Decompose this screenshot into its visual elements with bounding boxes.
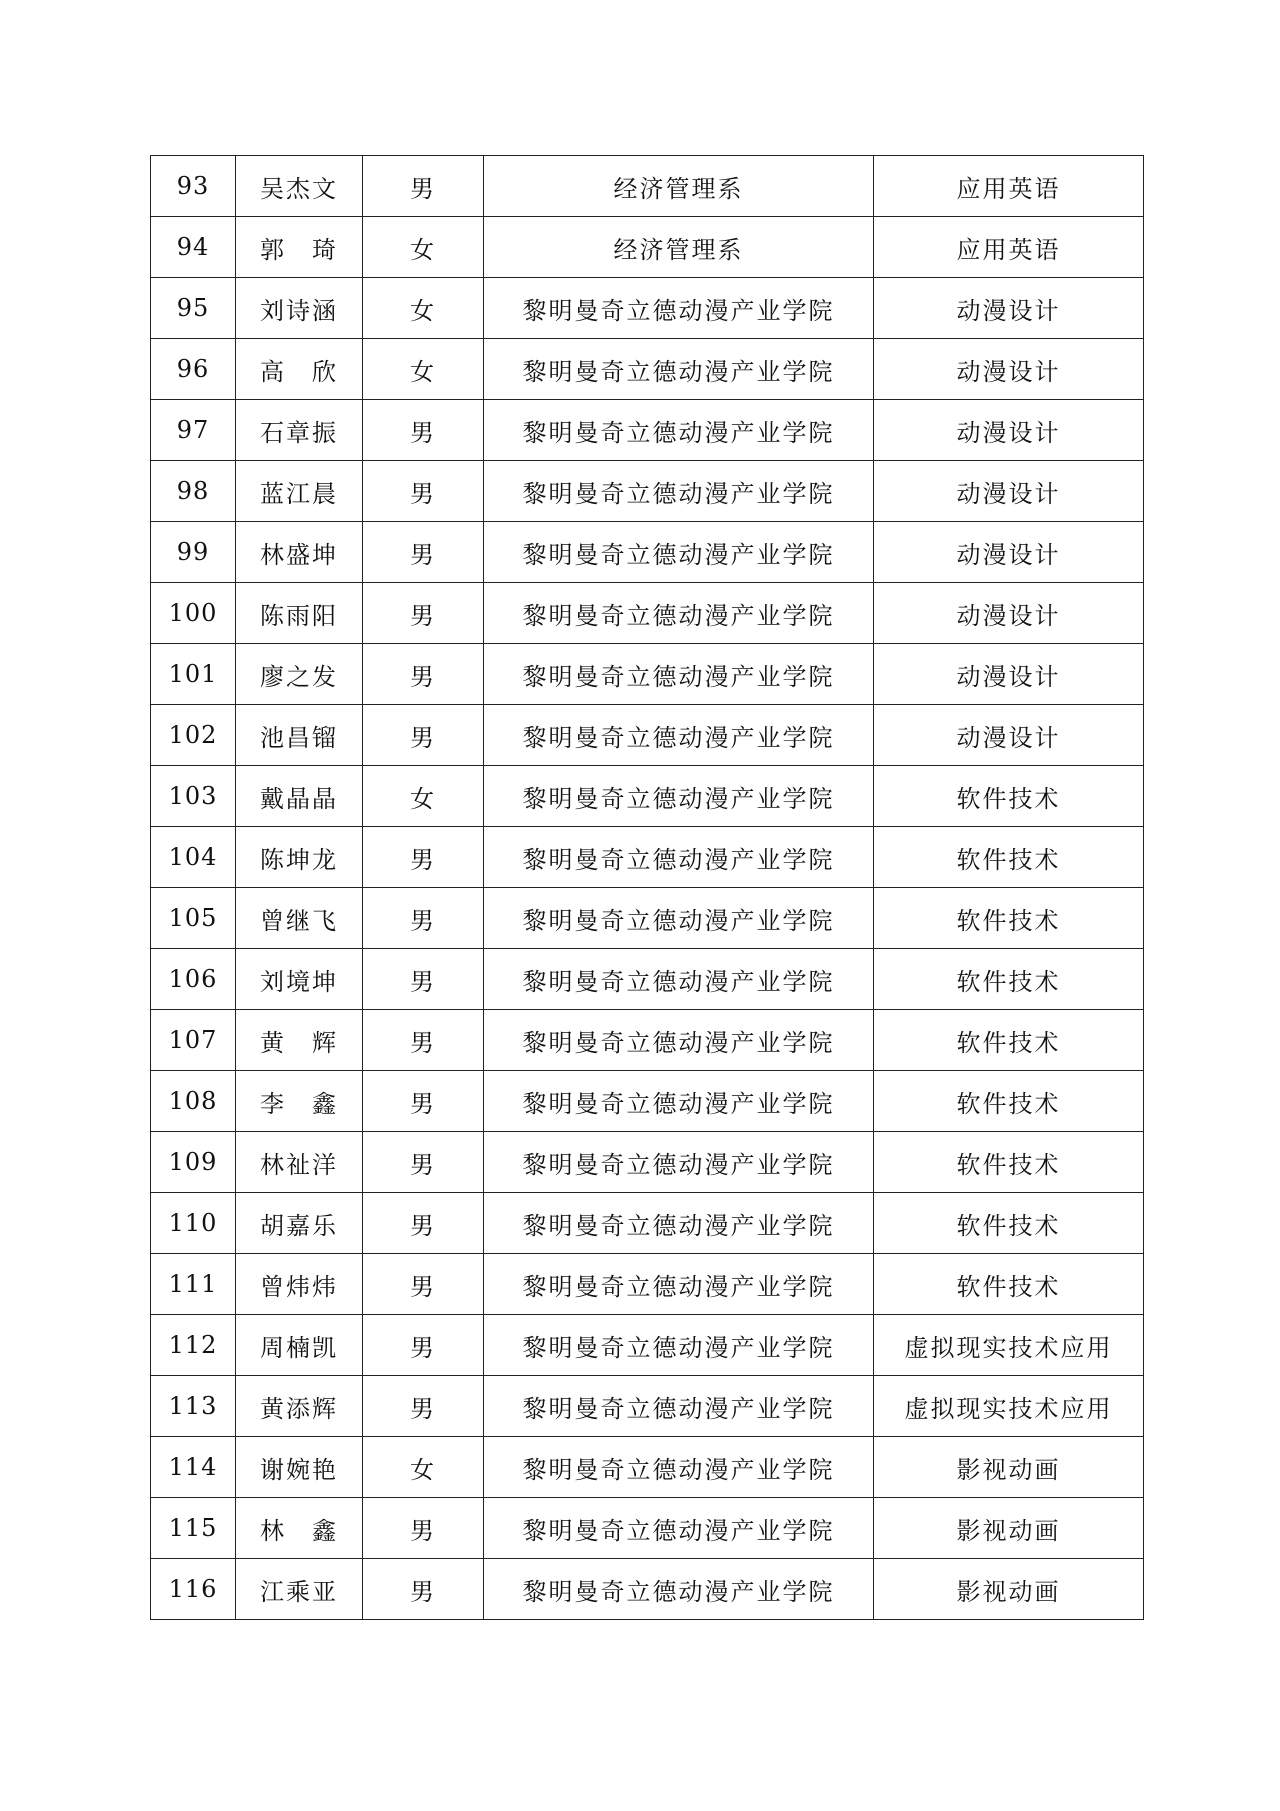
department-cell: 黎明曼奇立德动漫产业学院	[484, 1010, 874, 1071]
major-cell: 应用英语	[874, 156, 1144, 217]
gender-cell: 男	[363, 583, 484, 644]
department-cell: 黎明曼奇立德动漫产业学院	[484, 400, 874, 461]
row-number-cell: 110	[151, 1193, 236, 1254]
student-name-cell: 黄 辉	[236, 1010, 363, 1071]
row-number-cell: 111	[151, 1254, 236, 1315]
row-number-cell: 105	[151, 888, 236, 949]
table-row	[151, 156, 1144, 217]
table-row	[151, 400, 1144, 461]
student-name-cell: 胡嘉乐	[236, 1193, 363, 1254]
student-name-cell: 郭 琦	[236, 217, 363, 278]
table-row	[151, 949, 1144, 1010]
student-name-cell: 曾继飞	[236, 888, 363, 949]
row-number-cell: 107	[151, 1010, 236, 1071]
department-cell: 黎明曼奇立德动漫产业学院	[484, 1498, 874, 1559]
department-cell: 黎明曼奇立德动漫产业学院	[484, 1071, 874, 1132]
gender-cell: 男	[363, 1193, 484, 1254]
department-cell: 黎明曼奇立德动漫产业学院	[484, 644, 874, 705]
table-row	[151, 1315, 1144, 1376]
table-row	[151, 461, 1144, 522]
department-cell: 黎明曼奇立德动漫产业学院	[484, 1193, 874, 1254]
gender-cell: 男	[363, 827, 484, 888]
row-number-cell: 101	[151, 644, 236, 705]
student-name-cell: 戴晶晶	[236, 766, 363, 827]
major-cell: 动漫设计	[874, 644, 1144, 705]
department-cell: 黎明曼奇立德动漫产业学院	[484, 1315, 874, 1376]
table-row	[151, 1437, 1144, 1498]
gender-cell: 女	[363, 278, 484, 339]
major-cell: 软件技术	[874, 888, 1144, 949]
major-cell: 软件技术	[874, 949, 1144, 1010]
gender-cell: 男	[363, 1315, 484, 1376]
table-row	[151, 1498, 1144, 1559]
major-cell: 动漫设计	[874, 339, 1144, 400]
table-row	[151, 827, 1144, 888]
major-cell: 动漫设计	[874, 400, 1144, 461]
gender-cell: 男	[363, 949, 484, 1010]
gender-cell: 男	[363, 522, 484, 583]
department-cell: 黎明曼奇立德动漫产业学院	[484, 339, 874, 400]
table-row	[151, 1376, 1144, 1437]
student-name-cell: 林祉洋	[236, 1132, 363, 1193]
row-number-cell: 100	[151, 583, 236, 644]
major-cell: 虚拟现实技术应用	[874, 1315, 1144, 1376]
major-cell: 软件技术	[874, 1071, 1144, 1132]
gender-cell: 男	[363, 1132, 484, 1193]
student-name-cell: 蓝江晨	[236, 461, 363, 522]
department-cell: 黎明曼奇立德动漫产业学院	[484, 583, 874, 644]
gender-cell: 女	[363, 766, 484, 827]
gender-cell: 男	[363, 1498, 484, 1559]
student-name-cell: 池昌镏	[236, 705, 363, 766]
row-number-cell: 114	[151, 1437, 236, 1498]
department-cell: 经济管理系	[484, 217, 874, 278]
department-cell: 黎明曼奇立德动漫产业学院	[484, 705, 874, 766]
row-number-cell: 99	[151, 522, 236, 583]
table-row	[151, 278, 1144, 339]
department-cell: 黎明曼奇立德动漫产业学院	[484, 827, 874, 888]
row-number-cell: 97	[151, 400, 236, 461]
table-row	[151, 705, 1144, 766]
row-number-cell: 115	[151, 1498, 236, 1559]
major-cell: 软件技术	[874, 766, 1144, 827]
table-row	[151, 1254, 1144, 1315]
student-name-cell: 谢婉艳	[236, 1437, 363, 1498]
major-cell: 软件技术	[874, 827, 1144, 888]
major-cell: 动漫设计	[874, 583, 1144, 644]
row-number-cell: 104	[151, 827, 236, 888]
table-row	[151, 339, 1144, 400]
row-number-cell: 103	[151, 766, 236, 827]
table-row	[151, 583, 1144, 644]
table-row	[151, 1193, 1144, 1254]
department-cell: 黎明曼奇立德动漫产业学院	[484, 1254, 874, 1315]
major-cell: 软件技术	[874, 1132, 1144, 1193]
row-number-cell: 94	[151, 217, 236, 278]
gender-cell: 男	[363, 1010, 484, 1071]
table-row	[151, 522, 1144, 583]
table-row	[151, 1010, 1144, 1071]
department-cell: 经济管理系	[484, 156, 874, 217]
student-name-cell: 石章振	[236, 400, 363, 461]
row-number-cell: 102	[151, 705, 236, 766]
row-number-cell: 116	[151, 1559, 236, 1620]
gender-cell: 男	[363, 1376, 484, 1437]
table-row	[151, 1071, 1144, 1132]
gender-cell: 男	[363, 644, 484, 705]
row-number-cell: 106	[151, 949, 236, 1010]
gender-cell: 男	[363, 1254, 484, 1315]
gender-cell: 男	[363, 705, 484, 766]
gender-cell: 男	[363, 888, 484, 949]
table-row	[151, 644, 1144, 705]
department-cell: 黎明曼奇立德动漫产业学院	[484, 1559, 874, 1620]
student-name-cell: 李 鑫	[236, 1071, 363, 1132]
row-number-cell: 113	[151, 1376, 236, 1437]
major-cell: 动漫设计	[874, 522, 1144, 583]
student-name-cell: 林 鑫	[236, 1498, 363, 1559]
gender-cell: 男	[363, 1559, 484, 1620]
row-number-cell: 96	[151, 339, 236, 400]
row-number-cell: 109	[151, 1132, 236, 1193]
major-cell: 软件技术	[874, 1193, 1144, 1254]
major-cell: 动漫设计	[874, 278, 1144, 339]
gender-cell: 女	[363, 217, 484, 278]
row-number-cell: 98	[151, 461, 236, 522]
table-row	[151, 1132, 1144, 1193]
student-name-cell: 陈坤龙	[236, 827, 363, 888]
student-name-cell: 黄添辉	[236, 1376, 363, 1437]
department-cell: 黎明曼奇立德动漫产业学院	[484, 1437, 874, 1498]
student-roster-table	[150, 155, 1144, 1620]
major-cell: 软件技术	[874, 1010, 1144, 1071]
row-number-cell: 93	[151, 156, 236, 217]
department-cell: 黎明曼奇立德动漫产业学院	[484, 461, 874, 522]
department-cell: 黎明曼奇立德动漫产业学院	[484, 278, 874, 339]
department-cell: 黎明曼奇立德动漫产业学院	[484, 766, 874, 827]
gender-cell: 男	[363, 461, 484, 522]
student-name-cell: 周楠凯	[236, 1315, 363, 1376]
major-cell: 动漫设计	[874, 705, 1144, 766]
major-cell: 影视动画	[874, 1559, 1144, 1620]
department-cell: 黎明曼奇立德动漫产业学院	[484, 1132, 874, 1193]
table-row	[151, 766, 1144, 827]
student-name-cell: 廖之发	[236, 644, 363, 705]
department-cell: 黎明曼奇立德动漫产业学院	[484, 522, 874, 583]
table-row	[151, 217, 1144, 278]
student-name-cell: 陈雨阳	[236, 583, 363, 644]
major-cell: 软件技术	[874, 1254, 1144, 1315]
student-name-cell: 高 欣	[236, 339, 363, 400]
row-number-cell: 95	[151, 278, 236, 339]
student-name-cell: 刘境坤	[236, 949, 363, 1010]
gender-cell: 女	[363, 1437, 484, 1498]
row-number-cell: 112	[151, 1315, 236, 1376]
student-name-cell: 林盛坤	[236, 522, 363, 583]
row-number-cell: 108	[151, 1071, 236, 1132]
department-cell: 黎明曼奇立德动漫产业学院	[484, 949, 874, 1010]
department-cell: 黎明曼奇立德动漫产业学院	[484, 888, 874, 949]
table-row	[151, 1559, 1144, 1620]
gender-cell: 男	[363, 156, 484, 217]
student-name-cell: 江乘亚	[236, 1559, 363, 1620]
major-cell: 应用英语	[874, 217, 1144, 278]
student-name-cell: 刘诗涵	[236, 278, 363, 339]
table-row	[151, 888, 1144, 949]
gender-cell: 女	[363, 339, 484, 400]
student-name-cell: 吴杰文	[236, 156, 363, 217]
gender-cell: 男	[363, 400, 484, 461]
gender-cell: 男	[363, 1071, 484, 1132]
roster-body	[151, 156, 1144, 1620]
major-cell: 影视动画	[874, 1498, 1144, 1559]
major-cell: 动漫设计	[874, 461, 1144, 522]
department-cell: 黎明曼奇立德动漫产业学院	[484, 1376, 874, 1437]
major-cell: 虚拟现实技术应用	[874, 1376, 1144, 1437]
student-name-cell: 曾炜炜	[236, 1254, 363, 1315]
major-cell: 影视动画	[874, 1437, 1144, 1498]
